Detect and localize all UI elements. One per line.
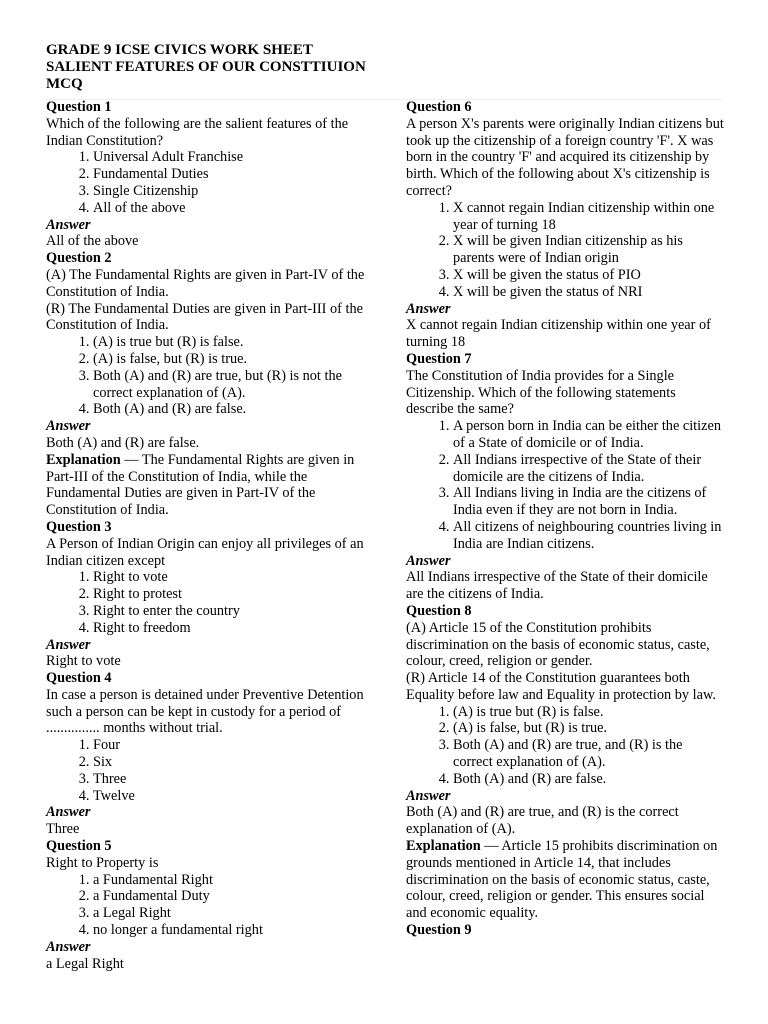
option-item: 3. X will be given the status of PIO	[453, 267, 724, 284]
explanation-label: Explanation	[406, 838, 481, 855]
explanation-paragraph	[406, 838, 724, 922]
option-item: 2. Fundamental Duties	[93, 166, 366, 183]
option-list	[46, 737, 366, 804]
option-item: 1. (A) is true but (R) is false.	[93, 334, 366, 351]
question-stem: (A) Article 15 of the Constitution prohibits discrimination on the basis of economic status, caste, colour, creed, religion or gender.	[406, 619, 710, 670]
question-stem: (R) The Fundamental Duties are given in Part-III of the Constitution of India.	[46, 300, 363, 334]
answer-label: Answer	[46, 418, 91, 435]
option-item: 4. no longer a fundamental right	[93, 922, 366, 939]
question-block	[46, 519, 366, 670]
header-line-2: SALIENT FEATURES OF OUR CONSTTIUION	[46, 59, 366, 75]
question-title: Question 5	[46, 838, 112, 855]
question-block	[406, 351, 724, 603]
answer-label: Answer	[406, 300, 451, 317]
option-list	[406, 200, 724, 301]
option-item: 3. Three	[93, 771, 366, 788]
question-block	[46, 838, 366, 972]
question-block	[46, 250, 366, 519]
option-item: 1. Universal Adult Franchise	[93, 149, 366, 166]
option-item: 2. Six	[93, 754, 366, 771]
option-item: 4. All citizens of neighbouring countries living in India are Indian citizens.	[453, 519, 724, 553]
option-item: 3. Both (A) and (R) are true, but (R) is not the correct explanation of (A).	[93, 368, 366, 402]
answer-label: Answer	[46, 636, 91, 653]
option-item: 1. a Fundamental Right	[93, 872, 366, 889]
answer-label: Answer	[46, 938, 91, 955]
question-title: Question 8	[406, 602, 472, 619]
header-line-3: MCQ	[46, 76, 83, 92]
option-item: 3. a Legal Right	[93, 905, 366, 922]
question-stem: In case a person is detained under Preventive Detention such a person can be kept in custody for a period of ............... months without trial.	[46, 686, 364, 737]
option-item: 4. Both (A) and (R) are false.	[453, 771, 724, 788]
option-item: 2. Right to protest	[93, 586, 366, 603]
option-item: 4. Both (A) and (R) are false.	[93, 401, 366, 418]
header-line-1: GRADE 9 ICSE CIVICS WORK SHEET	[46, 42, 313, 58]
question-block	[46, 670, 366, 838]
answer-label: Answer	[46, 804, 91, 821]
question-stem: Which of the following are the salient features of the Indian Constitution?	[46, 115, 349, 149]
option-list	[406, 418, 724, 552]
explanation-paragraph	[46, 452, 366, 519]
question-stem: The Constitution of India provides for a Single Citizenship. Which of the following statements describe the same?	[406, 367, 676, 418]
answer-label: Answer	[46, 216, 91, 233]
question-title: Question 3	[46, 518, 112, 535]
answer-text: All Indians irrespective of the State of their domicile are the citizens of India.	[406, 569, 708, 603]
question-title: Question 9	[406, 922, 472, 939]
option-item: 1. Right to vote	[93, 569, 366, 586]
option-item: 4. Right to freedom	[93, 620, 366, 637]
question-block	[46, 99, 366, 250]
option-item: 3. Both (A) and (R) are true, and (R) is the correct explanation of (A).	[453, 737, 724, 771]
answer-text: Both (A) and (R) are false.	[46, 434, 200, 451]
option-item: 1. A person born in India can be either the citizen of a State of domicile or of India.	[453, 418, 724, 452]
answer-text: X cannot regain Indian citizenship within one year of turning 18	[406, 317, 711, 351]
question-block	[406, 922, 724, 939]
explanation-text: — The Fundamental Rights are given in Part-III of the Constitution of India, while the Fundamental Duties are given in Part-IV of the Constitution of India.	[46, 451, 355, 519]
question-block	[406, 99, 724, 351]
option-list	[46, 569, 366, 636]
option-item: 2. (A) is false, but (R) is true.	[93, 351, 366, 368]
explanation-label: Explanation	[46, 451, 121, 468]
option-item: 3. All Indians living in India are the citizens of India even if they are not born in India.	[453, 485, 724, 519]
question-stem: (R) Article 14 of the Constitution guarantees both Equality before law and Equality in protection by law.	[406, 670, 716, 703]
option-item: 1. (A) is true but (R) is false.	[453, 704, 724, 721]
question-title: Question 4	[46, 670, 112, 687]
option-item: 2. (A) is false, but (R) is true.	[453, 720, 724, 737]
right-column	[406, 99, 724, 939]
question-block	[406, 603, 724, 922]
answer-text: a Legal Right	[46, 955, 124, 972]
worksheet-header	[46, 42, 722, 93]
answer-label: Answer	[406, 552, 451, 569]
option-item: 4. All of the above	[93, 200, 366, 217]
question-title: Question 6	[406, 99, 472, 115]
answer-label: Answer	[406, 787, 451, 804]
question-stem: (A) The Fundamental Rights are given in Part-IV of the Constitution of India.	[46, 266, 365, 300]
option-item: 2. X will be given Indian citizenship as his parents were of Indian origin	[453, 233, 724, 267]
question-title: Question 2	[46, 250, 112, 267]
question-title: Question 1	[46, 99, 112, 115]
option-list	[406, 704, 724, 788]
option-item: 3. Single Citizenship	[93, 183, 366, 200]
explanation-text: — Article 15 prohibits discrimination on grounds mentioned in Article 14, that includes discrimination on the basis of economic status, caste, colour, creed, religion or gender. This ensures social and economic equality.	[406, 838, 718, 922]
question-stem: A Person of Indian Origin can enjoy all privileges of an Indian citizen except	[46, 535, 364, 569]
answer-text: Right to vote	[46, 653, 121, 670]
option-item: 4. X will be given the status of NRI	[453, 284, 724, 301]
answer-text: Both (A) and (R) are true, and (R) is the correct explanation of (A).	[406, 804, 679, 838]
question-title: Question 7	[406, 350, 472, 367]
option-item: 2. All Indians irrespective of the State of their domicile are the citizens of India.	[453, 452, 724, 486]
option-list	[46, 334, 366, 418]
option-item: 2. a Fundamental Duty	[93, 888, 366, 905]
option-list	[46, 149, 366, 216]
option-list	[46, 872, 366, 939]
option-item: 3. Right to enter the country	[93, 603, 366, 620]
option-item: 1. X cannot regain Indian citizenship within one year of turning 18	[453, 200, 724, 234]
question-stem: A person X's parents were originally Indian citizens but took up the citizenship of a foreign country 'F'. X was born in the country 'F' and acquired its citizenship by birth. Which of the following about X's citizenship is correct?	[406, 115, 724, 199]
question-stem: Right to Property is	[46, 854, 159, 871]
option-item: 4. Twelve	[93, 788, 366, 805]
option-item: 1. Four	[93, 737, 366, 754]
answer-text: All of the above	[46, 233, 139, 250]
left-column	[46, 99, 366, 972]
answer-text: Three	[46, 821, 80, 838]
